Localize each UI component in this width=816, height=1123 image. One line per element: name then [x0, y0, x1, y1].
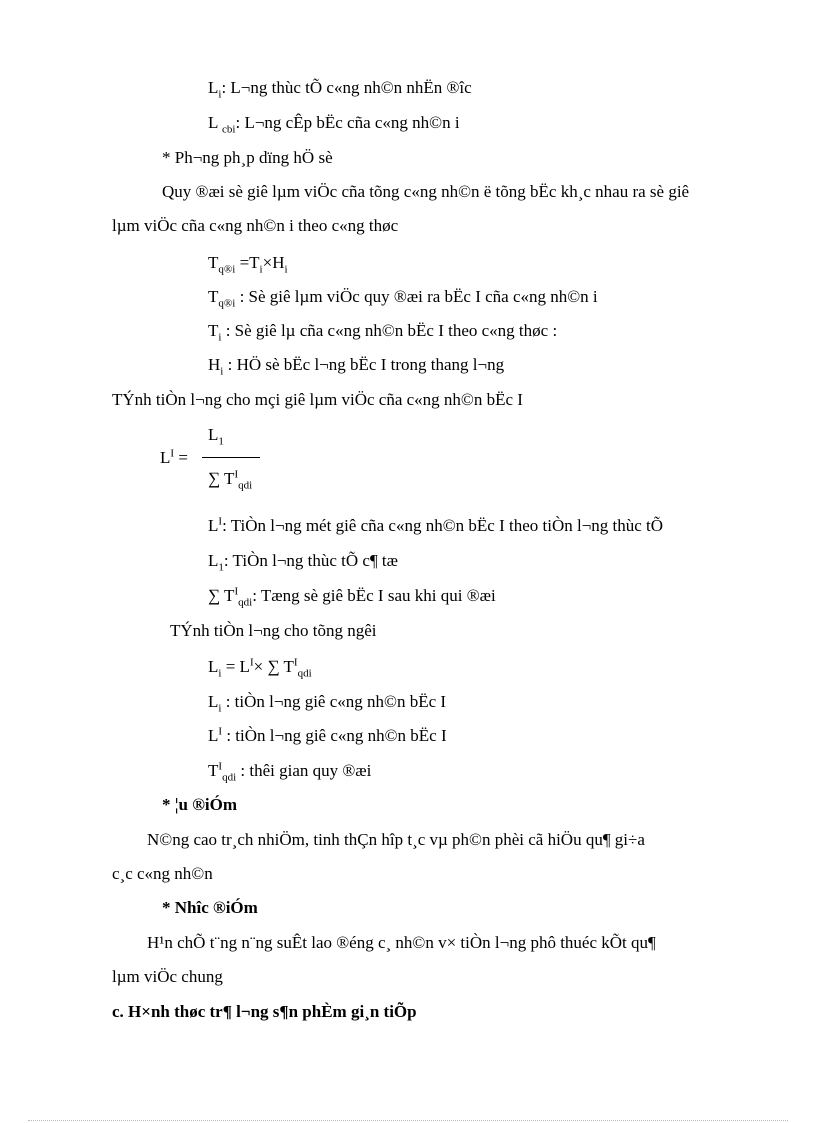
fraction-bar — [202, 457, 260, 458]
paragraph-line: TÝnh tiÒn l¬ng cho mçi giê lµm viÖc cña c«ng nh©n bËc I — [112, 390, 523, 409]
method-heading: * Ph¬ng ph¸p dïng hÖ sè — [162, 148, 333, 167]
fraction-left: $L^I$ = — [160, 447, 188, 467]
fraction-denominator: ∑ $T^I_{qdi}$ — [208, 468, 253, 492]
formula-li: $L_i = L^I\times$ ∑ $T^I_{qdi}$ — [208, 656, 312, 680]
definition-lI: $L^I$: TiÒn l¬ng mét giê cña c«ng nh©n bËc I theo tiÒn l¬ng thùc tÕ — [208, 515, 664, 535]
advantages-heading: * ¦u ®iÓm — [162, 795, 238, 814]
definition-sum-tqdi: ∑ $T^I_{qdi}$: Tæng sè giê bËc I sau khi qui ®æi — [208, 585, 496, 609]
paragraph-line: lµm viÖc chung — [112, 967, 223, 986]
definition-li-2: $L_i$ : tiÒn l¬ng giê c«ng nh©n bËc I — [208, 692, 447, 715]
definition-lI-2: $L^I$ : tiÒn l¬ng giê c«ng nh©n bËc I — [208, 725, 447, 745]
definition-ti: $T_i$ : Sè giê lµ cña c«ng nh©n bËc I theo c«ng thøc : — [208, 321, 558, 344]
formula-tqdi: $T_{q®i} =T_i\times H_i$ — [208, 253, 288, 276]
definition-tIqdi: $T^I_{qdi}$ : thêi gian quy ®æi — [208, 760, 372, 784]
paragraph-line: Quy ®æi sè giê lµm viÖc cña tõng c«ng nh©n ë tõng bËc kh¸c nhau ra sè giê — [162, 182, 690, 201]
paragraph-line: lµm viÖc cña c«ng nh©n i theo c«ng thøc — [112, 216, 399, 235]
definition-li: $L_i$: L¬ng thùc tÕ c«ng nh©n nhËn ®îc — [208, 78, 472, 101]
paragraph-line: TÝnh tiÒn l¬ng cho tõng ngêi — [170, 621, 377, 640]
disadvantages-heading: * Nhîc ®iÓm — [162, 898, 258, 917]
section-heading: c. H×nh thøc tr¶ l¬ng s¶n phÈm gi¸n tiÕp — [112, 1002, 417, 1021]
definition-hi: $H_i$ : HÖ sè bËc l¬ng bËc I trong thang l¬ng — [208, 355, 505, 378]
paragraph-line: N©ng cao tr¸ch nhiÖm, tinh thÇn hîp t¸c vµ ph©n phèi cã hiÖu qu¶ gi÷a — [147, 830, 645, 849]
definition-tqdi: $T_{q®i}$ : Sè giê lµm viÖc quy ®æi ra bËc I cña c«ng nh©n i — [208, 287, 598, 310]
paragraph-line: H¹n chÕ t¨ng n¨ng suÊt lao ®éng c¸ nh©n v× tiÒn l¬ng phô thuéc kÕt qu¶ — [147, 933, 656, 952]
definition-l1: $L_1$: TiÒn l¬ng thùc tÕ c¶ tæ — [208, 551, 398, 574]
page-footer-rule — [28, 1120, 788, 1121]
definition-lcbi: L $_{cbi}$: L¬ng cÊp bËc cña c«ng nh©n i — [208, 113, 460, 136]
paragraph-line: c¸c c«ng nh©n — [112, 864, 213, 883]
fraction-numerator: $L_1$ — [208, 425, 224, 448]
